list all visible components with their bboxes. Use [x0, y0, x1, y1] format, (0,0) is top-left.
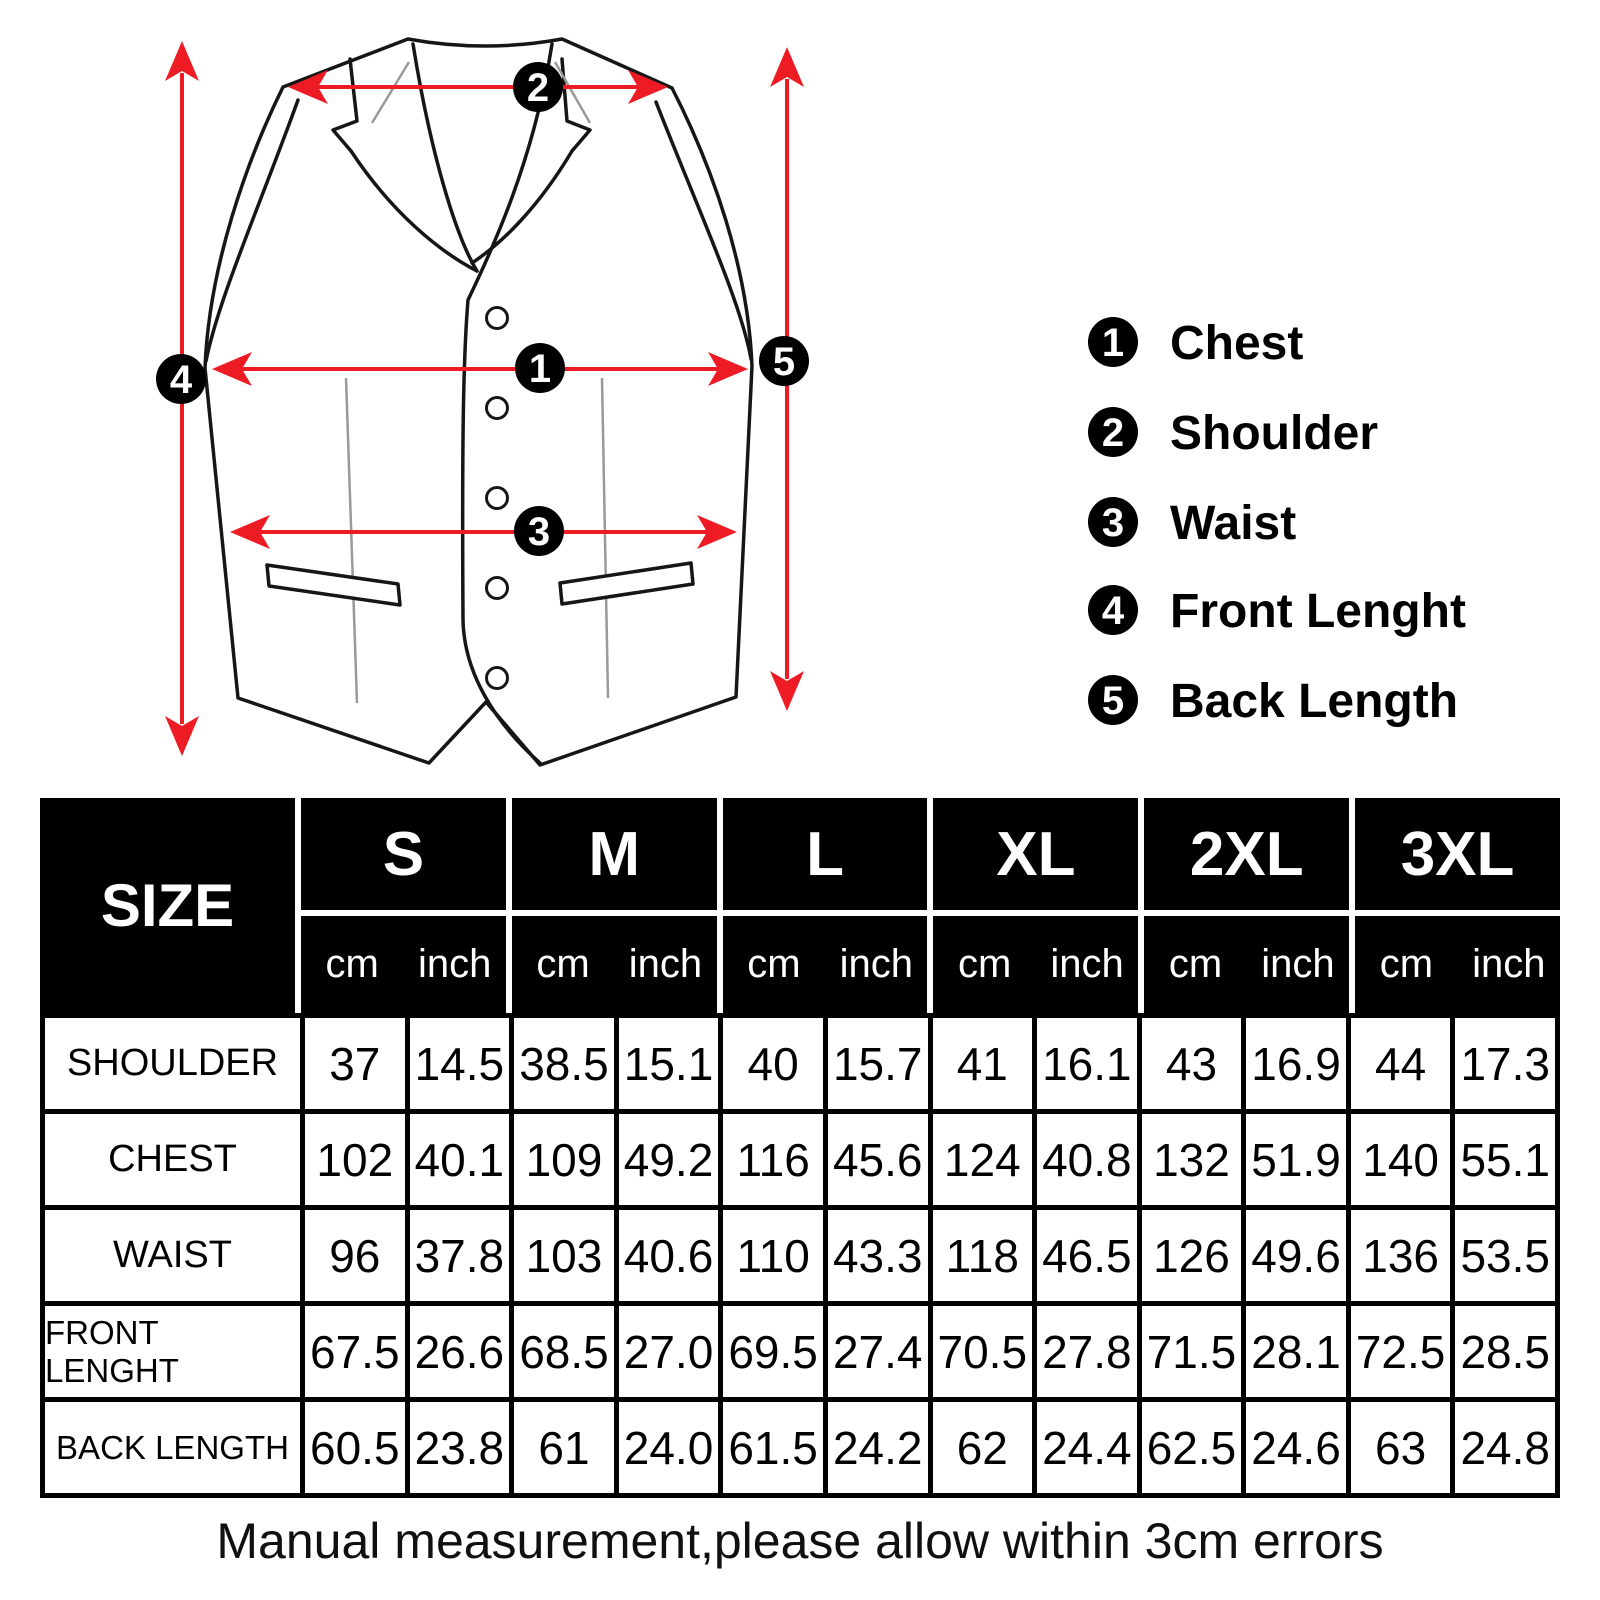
marker-back-length: [759, 336, 809, 386]
unit-inch: inch: [628, 942, 703, 986]
table-cell: 51.9: [1246, 1114, 1346, 1205]
marker-waist: [514, 506, 564, 556]
table-cell: 40.6: [619, 1210, 719, 1301]
table-cell: 61.5: [723, 1402, 823, 1493]
size-header-xl: XL: [933, 798, 1138, 910]
table-cell: 61: [514, 1402, 614, 1493]
unit-inch: inch: [1472, 942, 1546, 986]
size-table-corner: SIZE: [40, 798, 295, 1013]
legend-label: Shoulder: [1170, 407, 1379, 460]
unit-cm: cm: [747, 942, 801, 986]
table-cell: 40: [723, 1018, 823, 1109]
button-icon: [487, 668, 508, 689]
table-cell: 14.5: [410, 1018, 510, 1109]
table-cell: 17.3: [1455, 1018, 1555, 1109]
table-cell: 116: [723, 1114, 823, 1205]
legend-number: 5: [1101, 679, 1125, 723]
legend-number: 2: [1101, 411, 1125, 455]
measurement-note: Manual measurement,please allow within 3cm errors: [216, 1513, 1384, 1569]
legend-label: Waist: [1170, 497, 1297, 550]
size-header-2xl: 2XL: [1144, 798, 1349, 910]
row-label: CHEST: [45, 1114, 300, 1205]
legend-number: 4: [1101, 589, 1125, 633]
table-cell: 41: [933, 1018, 1033, 1109]
table-cell: 46.5: [1037, 1210, 1137, 1301]
table-cell: 70.5: [933, 1306, 1033, 1397]
table-cell: 68.5: [514, 1306, 614, 1397]
marker-number: 4: [169, 358, 193, 402]
table-cell: 62.5: [1142, 1402, 1242, 1493]
legend-number: 3: [1101, 501, 1125, 545]
marker-number: 3: [527, 510, 551, 554]
unit-cm: cm: [536, 942, 590, 986]
table-cell: 136: [1351, 1210, 1451, 1301]
row-label: SHOULDER: [45, 1018, 300, 1109]
table-cell: 63: [1351, 1402, 1451, 1493]
table-cell: 16.9: [1246, 1018, 1346, 1109]
button-icon: [487, 398, 508, 419]
table-cell: 49.2: [619, 1114, 719, 1205]
table-cell: 140: [1351, 1114, 1451, 1205]
legend-label: Back Length: [1170, 675, 1459, 728]
table-cell: 126: [1142, 1210, 1242, 1301]
legend: [1088, 317, 1466, 728]
button-icon: [487, 578, 508, 599]
size-header-s: S: [301, 798, 506, 910]
unit-header: [1355, 916, 1560, 1013]
vest-drawing: [205, 39, 752, 765]
table-cell: 45.6: [828, 1114, 928, 1205]
table-cell: 118: [933, 1210, 1033, 1301]
unit-cm: cm: [325, 942, 379, 986]
table-cell: 37: [305, 1018, 405, 1109]
table-cell: 109: [514, 1114, 614, 1205]
table-cell: 71.5: [1142, 1306, 1242, 1397]
table-cell: 44: [1351, 1018, 1451, 1109]
table-cell: 43: [1142, 1018, 1242, 1109]
table-cell: 24.2: [828, 1402, 928, 1493]
table-cell: 43.3: [828, 1210, 928, 1301]
legend-label: Front Lenght: [1170, 585, 1466, 638]
button-icon: [487, 488, 508, 509]
legend-label: Chest: [1170, 317, 1304, 370]
marker-chest: [515, 343, 565, 393]
legend-item-waist: [1088, 497, 1296, 550]
size-header-3xl: 3XL: [1355, 798, 1560, 910]
table-cell: 26.6: [410, 1306, 510, 1397]
size-header-m: M: [512, 798, 717, 910]
vest-measurement-diagram: [0, 0, 1600, 790]
table-cell: 24.4: [1037, 1402, 1137, 1493]
table-cell: 28.1: [1246, 1306, 1346, 1397]
table-cell: 37.8: [410, 1210, 510, 1301]
table-cell: 62: [933, 1402, 1033, 1493]
table-cell: 60.5: [305, 1402, 405, 1493]
table-cell: 110: [723, 1210, 823, 1301]
table-cell: 16.1: [1037, 1018, 1137, 1109]
legend-number: 1: [1101, 321, 1125, 365]
table-cell: 23.8: [410, 1402, 510, 1493]
marker-number: 1: [528, 347, 552, 391]
table-cell: 40.1: [410, 1114, 510, 1205]
table-cell: 102: [305, 1114, 405, 1205]
table-cell: 24.0: [619, 1402, 719, 1493]
button-icon: [487, 308, 508, 329]
legend-item-chest: [1088, 317, 1303, 370]
vest-silhouette: [205, 39, 752, 765]
table-cell: 38.5: [514, 1018, 614, 1109]
table-cell: 24.8: [1455, 1402, 1555, 1493]
size-table-header: [40, 798, 1560, 1013]
unit-inch: inch: [1261, 942, 1335, 986]
table-cell: 53.5: [1455, 1210, 1555, 1301]
unit-cm: cm: [1379, 942, 1434, 986]
table-cell: 15.7: [828, 1018, 928, 1109]
table-cell: 55.1: [1455, 1114, 1555, 1205]
unit-header: [512, 916, 717, 1013]
table-cell: 49.6: [1246, 1210, 1346, 1301]
unit-inch: inch: [417, 942, 492, 986]
marker-number: 2: [526, 66, 550, 110]
table-cell: 28.5: [1455, 1306, 1555, 1397]
unit-header: [933, 916, 1138, 1013]
size-header-l: L: [723, 798, 928, 910]
table-cell: 27.4: [828, 1306, 928, 1397]
table-cell: 96: [305, 1210, 405, 1301]
table-cell: 15.1: [619, 1018, 719, 1109]
row-label: WAIST: [45, 1210, 300, 1301]
marker-shoulder: [513, 62, 563, 112]
size-table-body: [40, 1013, 1560, 1498]
marker-number: 5: [772, 340, 796, 384]
unit-cm: cm: [1168, 942, 1223, 986]
table-cell: 24.6: [1246, 1402, 1346, 1493]
table-cell: 27.8: [1037, 1306, 1137, 1397]
unit-inch: inch: [1050, 942, 1124, 986]
table-cell: 132: [1142, 1114, 1242, 1205]
table-cell: 69.5: [723, 1306, 823, 1397]
legend-item-front-length: [1088, 585, 1466, 638]
unit-header: [1144, 916, 1349, 1013]
legend-item-back-length: [1088, 675, 1458, 728]
table-cell: 27.0: [619, 1306, 719, 1397]
unit-inch: inch: [839, 942, 913, 986]
unit-cm: cm: [958, 942, 1012, 986]
table-cell: 103: [514, 1210, 614, 1301]
row-label: FRONT LENGHT: [45, 1306, 300, 1397]
row-label: BACK LENGTH: [45, 1402, 300, 1493]
table-cell: 67.5: [305, 1306, 405, 1397]
table-cell: 72.5: [1351, 1306, 1451, 1397]
marker-front-length: [156, 354, 206, 404]
legend-item-shoulder: [1088, 407, 1378, 460]
table-cell: 124: [933, 1114, 1033, 1205]
unit-header: [301, 916, 506, 1013]
unit-header: [723, 916, 928, 1013]
table-cell: 40.8: [1037, 1114, 1137, 1205]
